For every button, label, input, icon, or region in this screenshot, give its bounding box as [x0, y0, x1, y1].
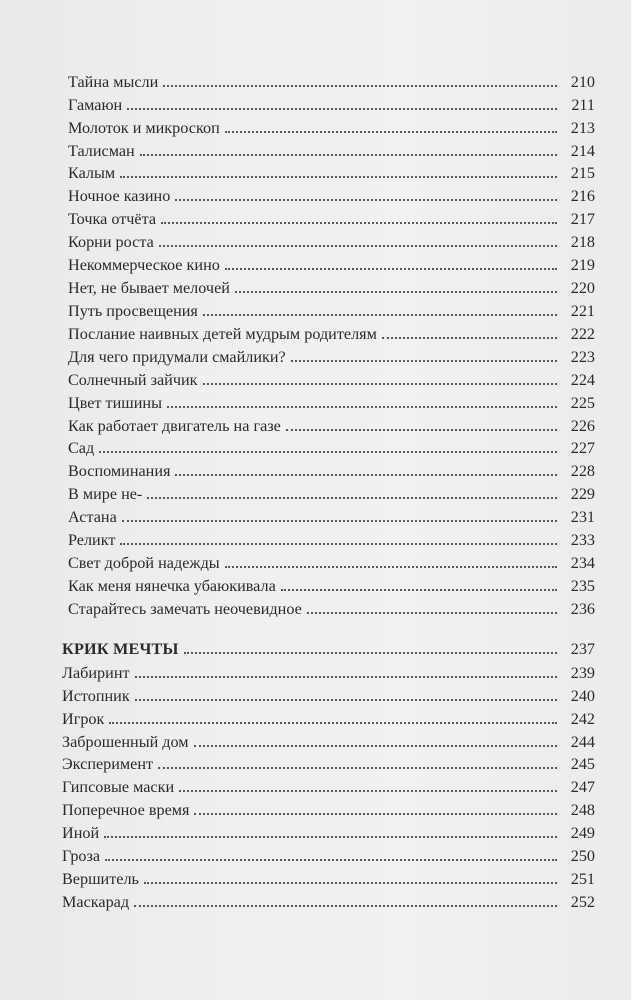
toc-entry — [62, 730, 595, 752]
toc-entry-page: 221 — [570, 302, 595, 320]
dot-leader — [135, 699, 557, 701]
toc-entry-page: 216 — [570, 187, 595, 205]
toc-entry-page: 231 — [570, 508, 595, 526]
toc-entry-page: 244 — [570, 733, 595, 751]
toc-entry — [68, 574, 595, 596]
dot-leader — [120, 176, 557, 178]
toc-entry-page: 228 — [570, 462, 595, 480]
dot-leader — [135, 676, 557, 678]
toc-entry-page: 249 — [570, 824, 595, 842]
toc-entry-title: Эксперимент — [62, 755, 154, 773]
toc-entry-page: 214 — [570, 142, 595, 160]
dot-leader — [184, 652, 557, 654]
toc-entry-page: 251 — [570, 870, 595, 888]
toc-entry-title: Гроза — [62, 847, 101, 865]
toc-entry-page: 227 — [570, 439, 595, 457]
toc-entry-title: Талисман — [68, 142, 135, 160]
dot-leader — [120, 543, 557, 545]
dot-leader — [99, 451, 557, 453]
toc-entry-page: 235 — [570, 577, 595, 595]
toc-entry — [68, 368, 595, 390]
toc-entry-page: 211 — [571, 96, 595, 114]
toc-entry — [62, 752, 595, 774]
dot-leader — [225, 566, 557, 568]
toc-entry-title: Точка отчёта — [68, 210, 157, 228]
dot-leader — [167, 406, 557, 408]
toc-entry-page: 213 — [570, 119, 595, 137]
toc-entry-title: Старайтесь замечать неочевидное — [68, 600, 302, 618]
toc-entry-title: Гипсовые маски — [62, 778, 175, 796]
toc-entry-page: 229 — [570, 485, 595, 503]
dot-leader — [203, 314, 557, 316]
dot-leader — [179, 790, 557, 792]
dot-leader — [122, 520, 557, 522]
dot-leader — [159, 245, 557, 247]
toc-entry — [68, 230, 595, 252]
toc-entry — [68, 551, 595, 573]
toc-entry — [62, 707, 595, 729]
toc-section-title: КРИК МЕЧТЫ — [62, 640, 179, 658]
dot-leader — [127, 108, 557, 110]
toc-entry — [62, 867, 595, 889]
toc-entry — [68, 299, 595, 321]
toc-entry-page: 236 — [570, 600, 595, 618]
toc-section-page: 237 — [570, 640, 595, 658]
toc-entry-page: 218 — [570, 233, 595, 251]
toc-entry-page: 234 — [570, 554, 595, 572]
toc-entry — [68, 116, 595, 138]
toc-entry — [68, 139, 595, 161]
dot-leader — [109, 722, 557, 724]
toc-entry — [62, 890, 595, 912]
toc-entry — [62, 684, 595, 706]
dot-leader — [382, 337, 557, 339]
dot-leader — [147, 497, 557, 499]
toc-entry-page: 225 — [570, 394, 595, 412]
dot-leader — [144, 882, 557, 884]
toc-entry — [68, 436, 595, 458]
toc-entry — [68, 391, 595, 413]
toc-entry-title: Иной — [62, 824, 100, 842]
toc-entry-page: 226 — [570, 417, 595, 435]
dot-leader — [203, 383, 558, 385]
dot-leader — [104, 836, 557, 838]
dot-leader — [161, 222, 557, 224]
dot-leader — [194, 745, 557, 747]
dot-leader — [235, 291, 557, 293]
toc-entry-title: Послание наивных детей мудрым родителям — [68, 325, 377, 343]
toc-entry-title: Тайна мысли — [68, 73, 159, 91]
dot-leader — [175, 474, 557, 476]
toc-entry-title: Как работает двигатель на газе — [68, 417, 281, 435]
toc-entry — [62, 661, 595, 683]
toc-entry-title: Астана — [68, 508, 117, 526]
toc-entry-title: Маскарад — [62, 893, 130, 911]
toc-entry-page: 252 — [570, 893, 595, 911]
toc-entry-title: Истопник — [62, 687, 130, 705]
toc-entry — [68, 161, 595, 183]
toc-entry-page: 224 — [570, 371, 595, 389]
toc-entry — [62, 798, 595, 820]
toc-entry-page: 210 — [570, 73, 595, 91]
toc-entry-page: 220 — [570, 279, 595, 297]
toc-entry — [68, 207, 595, 229]
dot-leader — [163, 85, 557, 87]
dot-leader — [225, 268, 557, 270]
toc-entry-title: Гамаюн — [68, 96, 123, 114]
toc-section-heading — [62, 637, 595, 659]
dot-leader — [291, 360, 557, 362]
toc-entry — [62, 821, 595, 843]
toc-entry-page: 217 — [570, 210, 595, 228]
toc-entry — [68, 70, 595, 92]
dot-leader — [134, 905, 557, 907]
toc-entry-title: Заброшенный дом — [62, 733, 189, 751]
toc-entry-title: Воспоминания — [68, 462, 171, 480]
toc-entry-page: 222 — [570, 325, 595, 343]
toc-entry-page: 245 — [570, 755, 595, 773]
toc-entry — [62, 775, 595, 797]
toc-entry — [68, 345, 595, 367]
toc-entry-page: 215 — [570, 164, 595, 182]
toc-entry — [68, 597, 595, 619]
toc-entry — [68, 253, 595, 275]
toc-entry-page: 233 — [570, 531, 595, 549]
toc-entry-title: Ночное казино — [68, 187, 171, 205]
toc-entry-title: Корни роста — [68, 233, 154, 251]
dot-leader — [175, 199, 557, 201]
toc-entry-title: Нет, не бывает мелочей — [68, 279, 230, 297]
toc-entry-title: Поперечное время — [62, 801, 190, 819]
toc-entry-title: В мире не- — [68, 485, 143, 503]
dot-leader — [225, 131, 557, 133]
dot-leader — [194, 813, 557, 815]
toc-entry-title: Реликт — [68, 531, 116, 549]
toc-entry — [68, 414, 595, 436]
toc-entry — [62, 844, 595, 866]
toc-entry-page: 240 — [570, 687, 595, 705]
toc-entry-title: Калым — [68, 164, 116, 182]
toc-entry — [68, 93, 595, 115]
toc-entry-page: 250 — [570, 847, 595, 865]
dot-leader — [286, 429, 557, 431]
toc-entry-title: Для чего придумали смайлики? — [68, 348, 286, 366]
toc-entry — [68, 528, 595, 550]
toc-entry-page: 248 — [570, 801, 595, 819]
toc-entry-title: Некоммерческое кино — [68, 256, 220, 274]
toc-entry — [68, 459, 595, 481]
toc-entry — [68, 276, 595, 298]
toc-entry-title: Сад — [68, 439, 95, 457]
dot-leader — [158, 767, 557, 769]
toc-entry-page: 242 — [570, 710, 595, 728]
toc-entry-page: 219 — [570, 256, 595, 274]
dot-leader — [307, 612, 557, 614]
toc-entry — [68, 505, 595, 527]
toc-entry-title: Вершитель — [62, 870, 139, 888]
toc-entry-page: 239 — [570, 664, 595, 682]
dot-leader — [140, 154, 557, 156]
toc-entry-title: Как меня нянечка убаюкивала — [68, 577, 276, 595]
toc-entry-page: 247 — [570, 778, 595, 796]
toc-entry — [68, 322, 595, 344]
toc-entry-title: Свет доброй надежды — [68, 554, 220, 572]
toc-entry-title: Молоток и микроскоп — [68, 119, 220, 137]
toc-entry-page: 223 — [570, 348, 595, 366]
toc-entry — [68, 482, 595, 504]
toc-entry — [68, 184, 595, 206]
dot-leader — [105, 859, 557, 861]
toc-entry-title: Лабиринт — [62, 664, 130, 682]
dot-leader — [281, 589, 557, 591]
toc-entry-title: Путь просвещения — [68, 302, 198, 320]
toc-entry-title: Солнечный зайчик — [68, 371, 198, 389]
toc-entry-title: Цвет тишины — [68, 394, 162, 412]
toc-entry-title: Игрок — [62, 710, 105, 728]
